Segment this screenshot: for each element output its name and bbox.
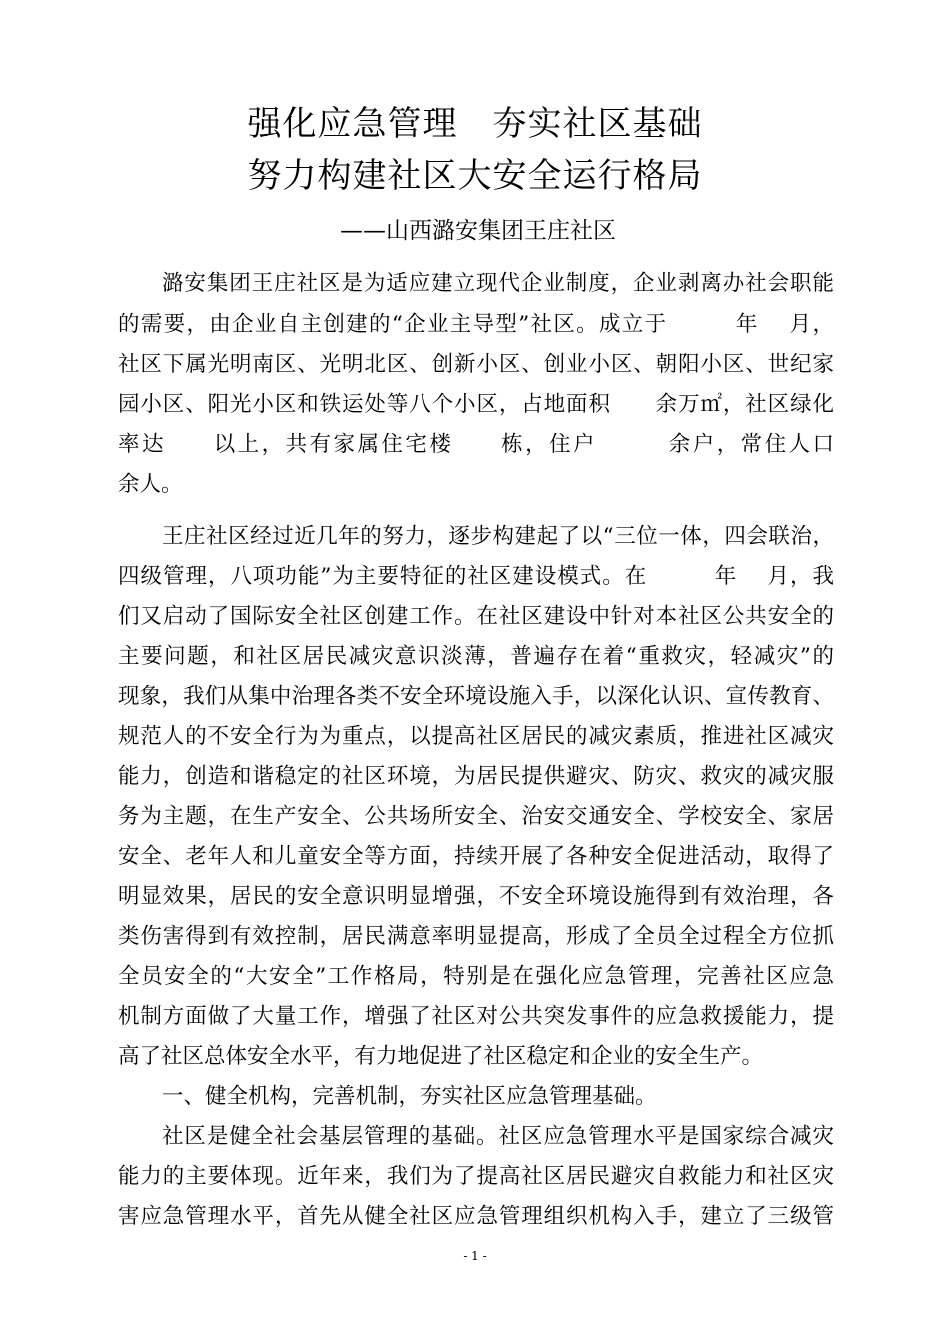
paragraph-1-line-4: 园小区、阳光小区和铁运处等八个小区，占地面积 余万㎡，社区绿化 [118,392,834,417]
paragraph-2-line-8: 务为主题，在生产安全、公共场所安全、治安交通安全、学校安全、家居 [118,804,834,829]
paragraph-2-line-7: 能力，创造和谐稳定的社区环境，为居民提供避灾、防灾、救灾的减灾服 [118,764,834,789]
paragraph-2-line-9: 安全、老年人和儿童安全等方面，持续开展了各种安全促进活动，取得了 [118,844,834,869]
paragraph-2-line-5: 现象，我们从集中治理各类不安全环境设施入手，以深化认识、宣传教育、 [118,684,834,709]
paragraph-2-line-14: 高了社区总体安全水平，有力地促进了社区稳定和企业的安全生产。 [118,1044,764,1069]
section-heading-1: 一、健全机构，完善机制，夯实社区应急管理基础。 [162,1084,657,1109]
paragraph-1-line-1: 潞安集团王庄社区是为适应建立现代企业制度，企业剥离办社会职能 [162,271,834,296]
document-title-line-1: 强化应急管理 夯实社区基础 [247,104,703,144]
paragraph-3-line-2: 能力的主要体现。近年来，我们为了提高社区居民避灾自救能力和社区灾 [118,1164,834,1189]
paragraph-2-line-11: 类伤害得到有效控制，居民满意率明显提高，形成了全员全过程全方位抓 [118,924,834,949]
paragraph-2-line-6: 规范人的不安全行为为重点，以提高社区居民的减灾素质，推进社区减灾 [118,724,834,749]
paragraph-3-line-1: 社区是健全社会基层管理的基础。社区应急管理水平是国家综合减灾 [162,1124,834,1149]
paragraph-1-line-2: 的需要，由企业自主创建的“企业主导型”社区。成立于 年 月， [118,312,834,337]
paragraph-2-line-12: 全员安全的“大安全”工作格局，特别是在强化应急管理，完善社区应急 [118,964,834,989]
paragraph-1-line-3: 社区下属光明南区、光明北区、创新小区、创业小区、朝阳小区、世纪家 [118,352,834,377]
paragraph-1-line-5: 率达 以上，共有家属住宅楼 栋，住户 余户，常住人口 [118,432,899,457]
document-title-line-2: 努力构建社区大安全运行格局 [247,156,703,196]
paragraph-2-line-4: 主要问题，和社区居民减灾意识淡薄，普遍存在着“重救灾，轻减灾”的 [118,644,834,669]
page-number: - 1 - [463,1249,487,1263]
paragraph-3-line-3: 害应急管理水平，首先从健全社区应急管理组织机构入手，建立了三级管 [118,1204,834,1229]
paragraph-2-line-10: 明显效果，居民的安全意识明显增强，不安全环境设施得到有效治理，各 [118,884,834,909]
document-subtitle: ——山西潞安集团王庄社区 [340,218,616,244]
paragraph-2-line-3: 们又启动了国际安全社区创建工作。在社区建设中针对本社区公共安全的 [118,604,834,629]
paragraph-2-line-1: 王庄社区经过近几年的努力，逐步构建起了以“三位一体，四会联治， [162,524,834,549]
paragraph-2-line-13: 机制方面做了大量工作，增强了社区对公共突发事件的应急救援能力，提 [118,1004,834,1029]
paragraph-1-line-6: 余人。 [118,472,183,497]
paragraph-2-line-2: 四级管理，八项功能”为主要特征的社区建设模式。在 年 月，我 [118,564,834,589]
